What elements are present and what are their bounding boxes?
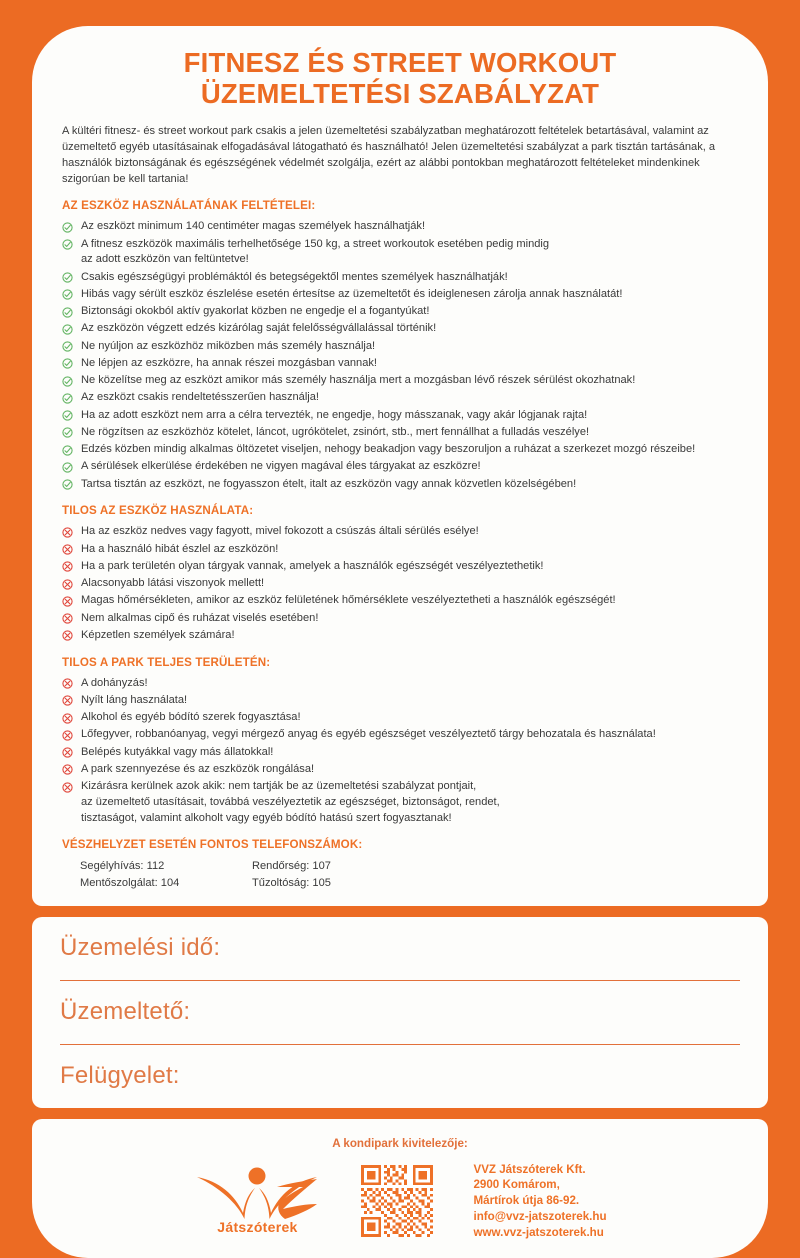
rule-text: Nyílt láng használata! bbox=[81, 694, 187, 706]
rule-text: Ha az adott eszközt nem arra a célra tervezték, ne engedje, hogy másszanak, vagy akár lógjanak rajta! bbox=[81, 409, 587, 421]
forbidden-icon bbox=[62, 630, 73, 641]
rule-text: Nem alkalmas cipő és ruházat viselés esetében! bbox=[81, 612, 318, 624]
rule-text-continued: tisztaságot, valamint alkoholt vagy egyéb bódító hatású szert fogyasztanak! bbox=[81, 811, 738, 827]
footer-row bbox=[193, 1162, 606, 1241]
rule-text: Magas hőmérsékleten, amikor az eszköz felületének hőmérséklete veszélyeztetheti a használók egészségét! bbox=[81, 594, 616, 606]
rule-item bbox=[62, 611, 738, 627]
forbidden-icon bbox=[62, 527, 73, 538]
title-line-1: FITNESZ ÉS STREET WORKOUT bbox=[184, 47, 617, 78]
check-icon bbox=[62, 479, 73, 490]
forbidden-icon bbox=[62, 544, 73, 555]
check-icon bbox=[62, 376, 73, 387]
check-icon bbox=[62, 445, 73, 456]
rule-item bbox=[62, 408, 738, 424]
qr-code-icon bbox=[361, 1165, 433, 1237]
footer-title: A kondipark kivitelezője: bbox=[332, 1137, 468, 1150]
emergency-heading: VÉSZHELYZET ESETÉN FONTOS TELEFONSZÁMOK: bbox=[62, 838, 738, 851]
rule-text: Az eszközt csakis rendeltetésszerűen használja! bbox=[81, 391, 319, 403]
vvz-logo-icon bbox=[193, 1167, 321, 1223]
rule-item bbox=[62, 576, 738, 592]
rule-text-continued: az adott eszközön van feltüntetve! bbox=[81, 252, 738, 268]
rule-text: Alkohol és egyéb bódító szerek fogyasztása! bbox=[81, 711, 301, 723]
rule-item bbox=[62, 356, 738, 372]
rule-list bbox=[62, 676, 738, 827]
rule-item bbox=[62, 745, 738, 761]
rule-text: A sérülések elkerülése érdekében ne vigyen magával éles tárgyakat az eszközre! bbox=[81, 460, 481, 472]
rule-item bbox=[62, 270, 738, 286]
rule-item bbox=[62, 425, 738, 441]
rule-text: Kizárásra kerülnek azok akik: nem tartják be az üzemeltetési szabályzat pontjait, bbox=[81, 780, 476, 792]
rule-list bbox=[62, 524, 738, 643]
emergency-number: Tűzoltóság: 105 bbox=[252, 875, 738, 891]
rule-list bbox=[62, 219, 738, 492]
rule-text: Biztonsági okokból aktív gyakorlat közben ne engedje el a fogantyúkat! bbox=[81, 305, 429, 317]
rule-item bbox=[62, 321, 738, 337]
rule-text: A fitnesz eszközök maximális terhelhetősége 150 kg, a street workoutok esetében pedig mindig bbox=[81, 238, 549, 250]
forbidden-icon bbox=[62, 782, 73, 793]
rule-item bbox=[62, 477, 738, 493]
rule-item bbox=[62, 442, 738, 458]
rule-text: Ne lépjen az eszközre, ha annak részei mozgásban vannak! bbox=[81, 357, 377, 369]
rule-text: Ne rögzítsen az eszközhöz kötelet, láncot, ugrókötelet, zsinórt, stb., mert fennállhat a fulladás veszélye! bbox=[81, 426, 589, 438]
rule-text: Lőfegyver, robbanóanyag, vegyi mérgező anyag és egyéb egészséget veszélyeztető tárgy behozatala és használata! bbox=[81, 728, 656, 740]
rule-item bbox=[62, 593, 738, 609]
rule-item bbox=[62, 693, 738, 709]
field-row-operator[interactable] bbox=[60, 981, 740, 1045]
check-icon bbox=[62, 427, 73, 438]
rules-card bbox=[32, 26, 768, 906]
rule-item bbox=[62, 542, 738, 558]
contact-line: 2900 Komárom, bbox=[473, 1177, 606, 1193]
check-icon bbox=[62, 410, 73, 421]
rule-item bbox=[62, 779, 738, 826]
rule-item bbox=[62, 710, 738, 726]
rule-item bbox=[62, 727, 738, 743]
rule-item bbox=[62, 459, 738, 475]
rule-item bbox=[62, 676, 738, 692]
field-row-supervision[interactable] bbox=[60, 1045, 740, 1108]
rule-text: Ne közelítse meg az eszközt amikor más személy használja mert a mozgásban lévő részek sérülést okozhatnak! bbox=[81, 374, 635, 386]
forbidden-icon bbox=[62, 613, 73, 624]
forbidden-icon bbox=[62, 579, 73, 590]
rule-item bbox=[62, 373, 738, 389]
section-heading: TILOS A PARK TELJES TERÜLETÉN: bbox=[62, 656, 738, 669]
emergency-number: Mentőszolgálat: 104 bbox=[80, 875, 252, 891]
emergency-number: Segélyhívás: 112 bbox=[80, 858, 252, 874]
forbidden-icon bbox=[62, 730, 73, 741]
contact-website[interactable]: www.vvz-jatszoterek.hu bbox=[473, 1225, 606, 1241]
footer-card bbox=[32, 1119, 768, 1258]
contact-line: VVZ Játszóterek Kft. bbox=[473, 1162, 606, 1178]
check-icon bbox=[62, 341, 73, 352]
check-icon bbox=[62, 307, 73, 318]
rule-item bbox=[62, 628, 738, 644]
rule-text: Képzetlen személyek számára! bbox=[81, 629, 235, 641]
rule-text: Edzés közben mindig alkalmas öltözetet viseljen, nehogy beakadjon vagy beszoruljon a ruházat a szerkezet mozgó részeibe! bbox=[81, 443, 695, 455]
check-icon bbox=[62, 358, 73, 369]
section-heading: AZ ESZKÖZ HASZNÁLATÁNAK FELTÉTELEI: bbox=[62, 199, 738, 212]
check-icon bbox=[62, 462, 73, 473]
rule-text: Az eszközön végzett edzés kizárólag saját felelősségvállalással történik! bbox=[81, 322, 436, 334]
field-label: Üzemeltető: bbox=[60, 998, 190, 1026]
check-icon bbox=[62, 222, 73, 233]
check-icon bbox=[62, 324, 73, 335]
check-icon bbox=[62, 239, 73, 250]
forbidden-icon bbox=[62, 678, 73, 689]
rule-text: Tartsa tisztán az eszközt, ne fogyasszon ételt, italt az eszközön vagy annak közvetlen közelségében! bbox=[81, 478, 576, 490]
rule-text: Az eszközt minimum 140 centiméter magas személyek használhatják! bbox=[81, 220, 425, 232]
rule-text-continued: az üzemeltető utasításait, továbbá veszélyeztetik az egészséget, biztonságot, rendet, bbox=[81, 795, 738, 811]
field-row-operating-hours[interactable] bbox=[60, 917, 740, 981]
title-line-2: ÜZEMELTETÉSI SZABÁLYZAT bbox=[62, 79, 738, 110]
emergency-numbers bbox=[80, 858, 738, 891]
check-icon bbox=[62, 289, 73, 300]
rule-item bbox=[62, 304, 738, 320]
intro-paragraph: A kültéri fitnesz- és street workout park csakis a jelen üzemeltetési szabályzatban meghatározott feltételek betartásával, valamint az üzemeltető egyéb utasításainak elfogadásával látogatható és használható! Jelen üzemeltetési szabályzat a park tisztán tartásának, a használók biztonságának és egészségének védelmét szolgálja, ezért az alábbi pontokban meghatározott feltételeket mindenkinek szigorúan be kell tartania! bbox=[62, 123, 738, 187]
rule-item bbox=[62, 237, 738, 269]
contact-block bbox=[473, 1162, 606, 1241]
forbidden-icon bbox=[62, 713, 73, 724]
check-icon bbox=[62, 272, 73, 283]
rule-text: Ha az eszköz nedves vagy fagyott, mivel fokozott a csúszás általi sérülés esélye! bbox=[81, 525, 479, 537]
forbidden-icon bbox=[62, 764, 73, 775]
emergency-number: Rendőrség: 107 bbox=[252, 858, 738, 874]
rule-item bbox=[62, 339, 738, 355]
forbidden-icon bbox=[62, 561, 73, 572]
section-heading: TILOS AZ ESZKÖZ HASZNÁLATA: bbox=[62, 504, 738, 517]
rule-text: Ne nyúljon az eszközhöz miközben más személy használja! bbox=[81, 340, 375, 352]
rule-text: Belépés kutyákkal vagy más állatokkal! bbox=[81, 746, 273, 758]
rule-text: A dohányzás! bbox=[81, 677, 148, 689]
forbidden-icon bbox=[62, 596, 73, 607]
rule-item bbox=[62, 287, 738, 303]
rule-text: Hibás vagy sérült eszköz észlelése esetén értesítse az üzemeltetőt és ideiglenesen zárolja annak használatát! bbox=[81, 288, 622, 300]
check-icon bbox=[62, 393, 73, 404]
vvz-logo bbox=[193, 1167, 321, 1235]
rule-text: Ha a park területén olyan tárgyak vannak, amelyek a használók egészségét veszélyeztethetik! bbox=[81, 560, 544, 572]
rule-item bbox=[62, 390, 738, 406]
rule-item bbox=[62, 219, 738, 235]
contact-line: Mártírok útja 86-92. bbox=[473, 1193, 606, 1209]
operator-fields-card bbox=[32, 917, 768, 1108]
rule-text: Alacsonyabb látási viszonyok mellett! bbox=[81, 577, 264, 589]
page-title bbox=[62, 48, 738, 109]
contact-email[interactable]: info@vvz-jatszoterek.hu bbox=[473, 1209, 606, 1225]
forbidden-icon bbox=[62, 695, 73, 706]
rule-item bbox=[62, 524, 738, 540]
field-label: Üzemelési idő: bbox=[60, 934, 220, 962]
rule-text: Csakis egészségügyi problémáktól és betegségektől mentes személyek használhatják! bbox=[81, 271, 508, 283]
rule-text: A park szennyezése és az eszközök rongálása! bbox=[81, 763, 314, 775]
rule-item bbox=[62, 762, 738, 778]
rule-text: Ha a használó hibát észlel az eszközön! bbox=[81, 543, 278, 555]
vvz-logo-word: Játszóterek bbox=[217, 1219, 297, 1235]
field-label: Felügyelet: bbox=[60, 1062, 180, 1090]
rule-item bbox=[62, 559, 738, 575]
sections-container bbox=[62, 199, 738, 826]
forbidden-icon bbox=[62, 747, 73, 758]
